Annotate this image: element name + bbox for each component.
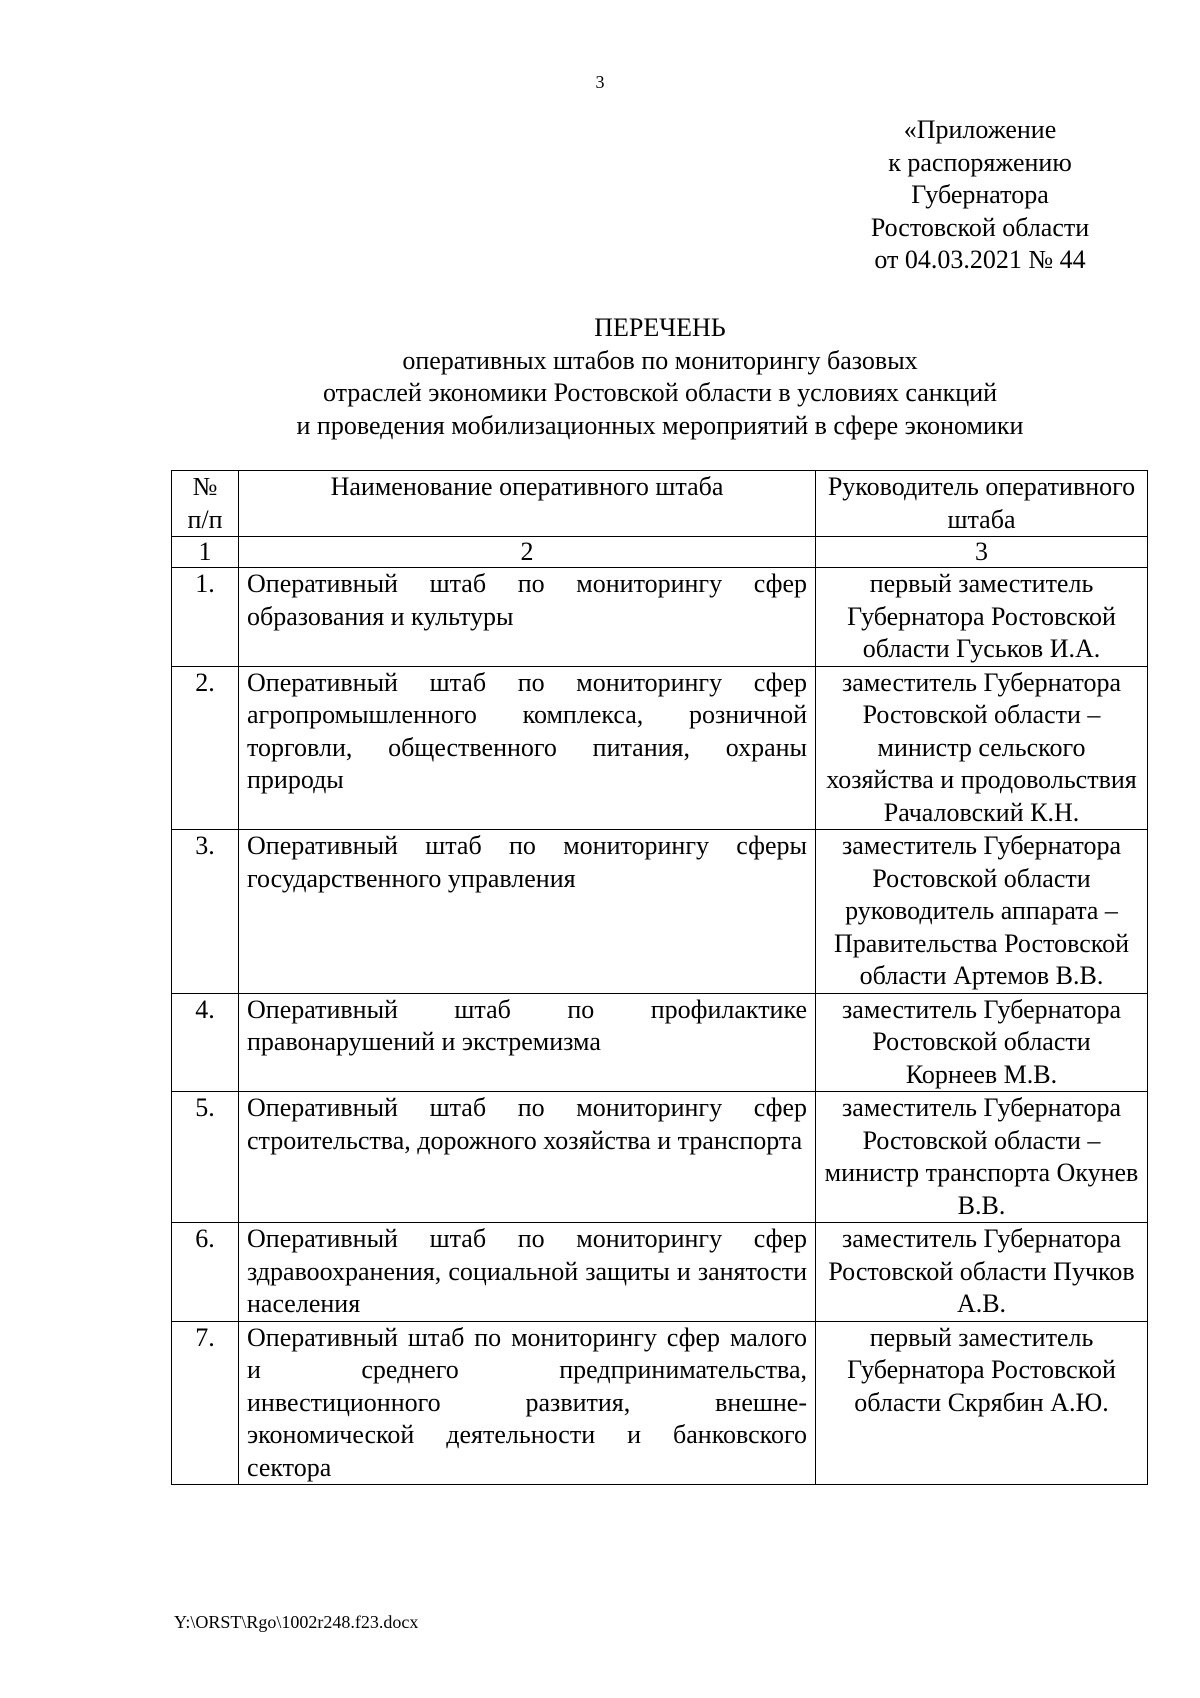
table-row xyxy=(172,1321,1148,1485)
appendix-line: Губернатора xyxy=(911,180,1049,209)
row-num: 2. xyxy=(172,666,239,830)
title-line: отраслей экономики Ростовской области в условиях санкций xyxy=(322,378,998,407)
row-name: Оперативный штаб по профилактике правонарушений и экстремизма xyxy=(239,993,816,1092)
title-heading: ПЕРЕЧЕНЬ xyxy=(594,313,726,342)
appendix-line: к распоряжению xyxy=(888,147,1072,177)
appendix-line: Ростовской области xyxy=(870,212,1090,242)
appendix-block xyxy=(830,114,1130,277)
appendix-line: «Приложение xyxy=(903,115,1057,144)
row-num: 5. xyxy=(172,1092,239,1223)
table-row xyxy=(172,830,1148,994)
row-head: заместитель Губернатора Ростовской области руководитель аппарата – Правительства Ростовской области Артемов В.В. xyxy=(816,830,1148,994)
table-row xyxy=(172,1223,1148,1322)
row-head: заместитель Губернатора Ростовской области – министр сельского хозяйства и продовольствия Рачаловский К.Н. xyxy=(816,666,1148,830)
row-num: 7. xyxy=(172,1321,239,1485)
headquarters-table xyxy=(171,470,1148,1485)
document-title xyxy=(170,312,1150,442)
header-num: № п/п xyxy=(172,471,239,537)
row-num: 3. xyxy=(172,830,239,994)
file-path-footer: Y:\ORST\Rgo\1002r248.f23.docx xyxy=(174,1612,419,1632)
row-num: 1. xyxy=(172,568,239,667)
table-row xyxy=(172,568,1148,667)
row-head: заместитель Губернатора Ростовской области – министр транспорта Окунев В.В. xyxy=(816,1092,1148,1223)
row-name: Оперативный штаб по мониторингу сфер образования и культуры xyxy=(239,568,816,667)
table-row xyxy=(172,666,1148,830)
row-head: заместитель Губернатора Ростовской области Пучков А.В. xyxy=(816,1223,1148,1322)
row-head: первый заместитель Губернатора Ростовской области Скрябин А.Ю. xyxy=(816,1321,1148,1485)
header-name: Наименование оперативного штаба xyxy=(239,471,816,537)
row-name: Оперативный штаб по мониторингу сфер строительства, дорожного хозяйства и транспорта xyxy=(239,1092,816,1223)
row-name: Оперативный штаб по мониторингу сфер агропромышленного комплекса, розничной торговли, общественного питания, охраны природы xyxy=(239,666,816,830)
row-head: первый заместитель Губернатора Ростовской области Гуськов И.А. xyxy=(816,568,1148,667)
row-name: Оперативный штаб по мониторингу сфер малого и среднего предпринимательства, инвестиционного развития, внешне-экономической деятельности и банковского сектора xyxy=(239,1321,816,1485)
table-row xyxy=(172,1092,1148,1223)
column-number: 3 xyxy=(816,537,1148,568)
table-row xyxy=(172,993,1148,1092)
header-head: Руководитель оперативного штаба xyxy=(816,471,1148,537)
table-header-row xyxy=(172,471,1148,537)
row-name: Оперативный штаб по мониторингу сфер здравоохранения, социальной защиты и занятости населения xyxy=(239,1223,816,1322)
page-number: 3 xyxy=(595,72,605,92)
column-number-row xyxy=(172,537,1148,568)
row-name: Оперативный штаб по мониторингу сферы государственного управления xyxy=(239,830,816,994)
column-number: 2 xyxy=(239,537,816,568)
title-line: и проведения мобилизационных мероприятий в сфере экономики xyxy=(296,410,1024,440)
column-number: 1 xyxy=(172,537,239,568)
row-num: 6. xyxy=(172,1223,239,1322)
appendix-line: от 04.03.2021 № 44 xyxy=(874,245,1086,274)
row-head: заместитель Губернатора Ростовской области Корнеев М.В. xyxy=(816,993,1148,1092)
title-line: оперативных штабов по мониторингу базовых xyxy=(402,345,918,375)
row-num: 4. xyxy=(172,993,239,1092)
